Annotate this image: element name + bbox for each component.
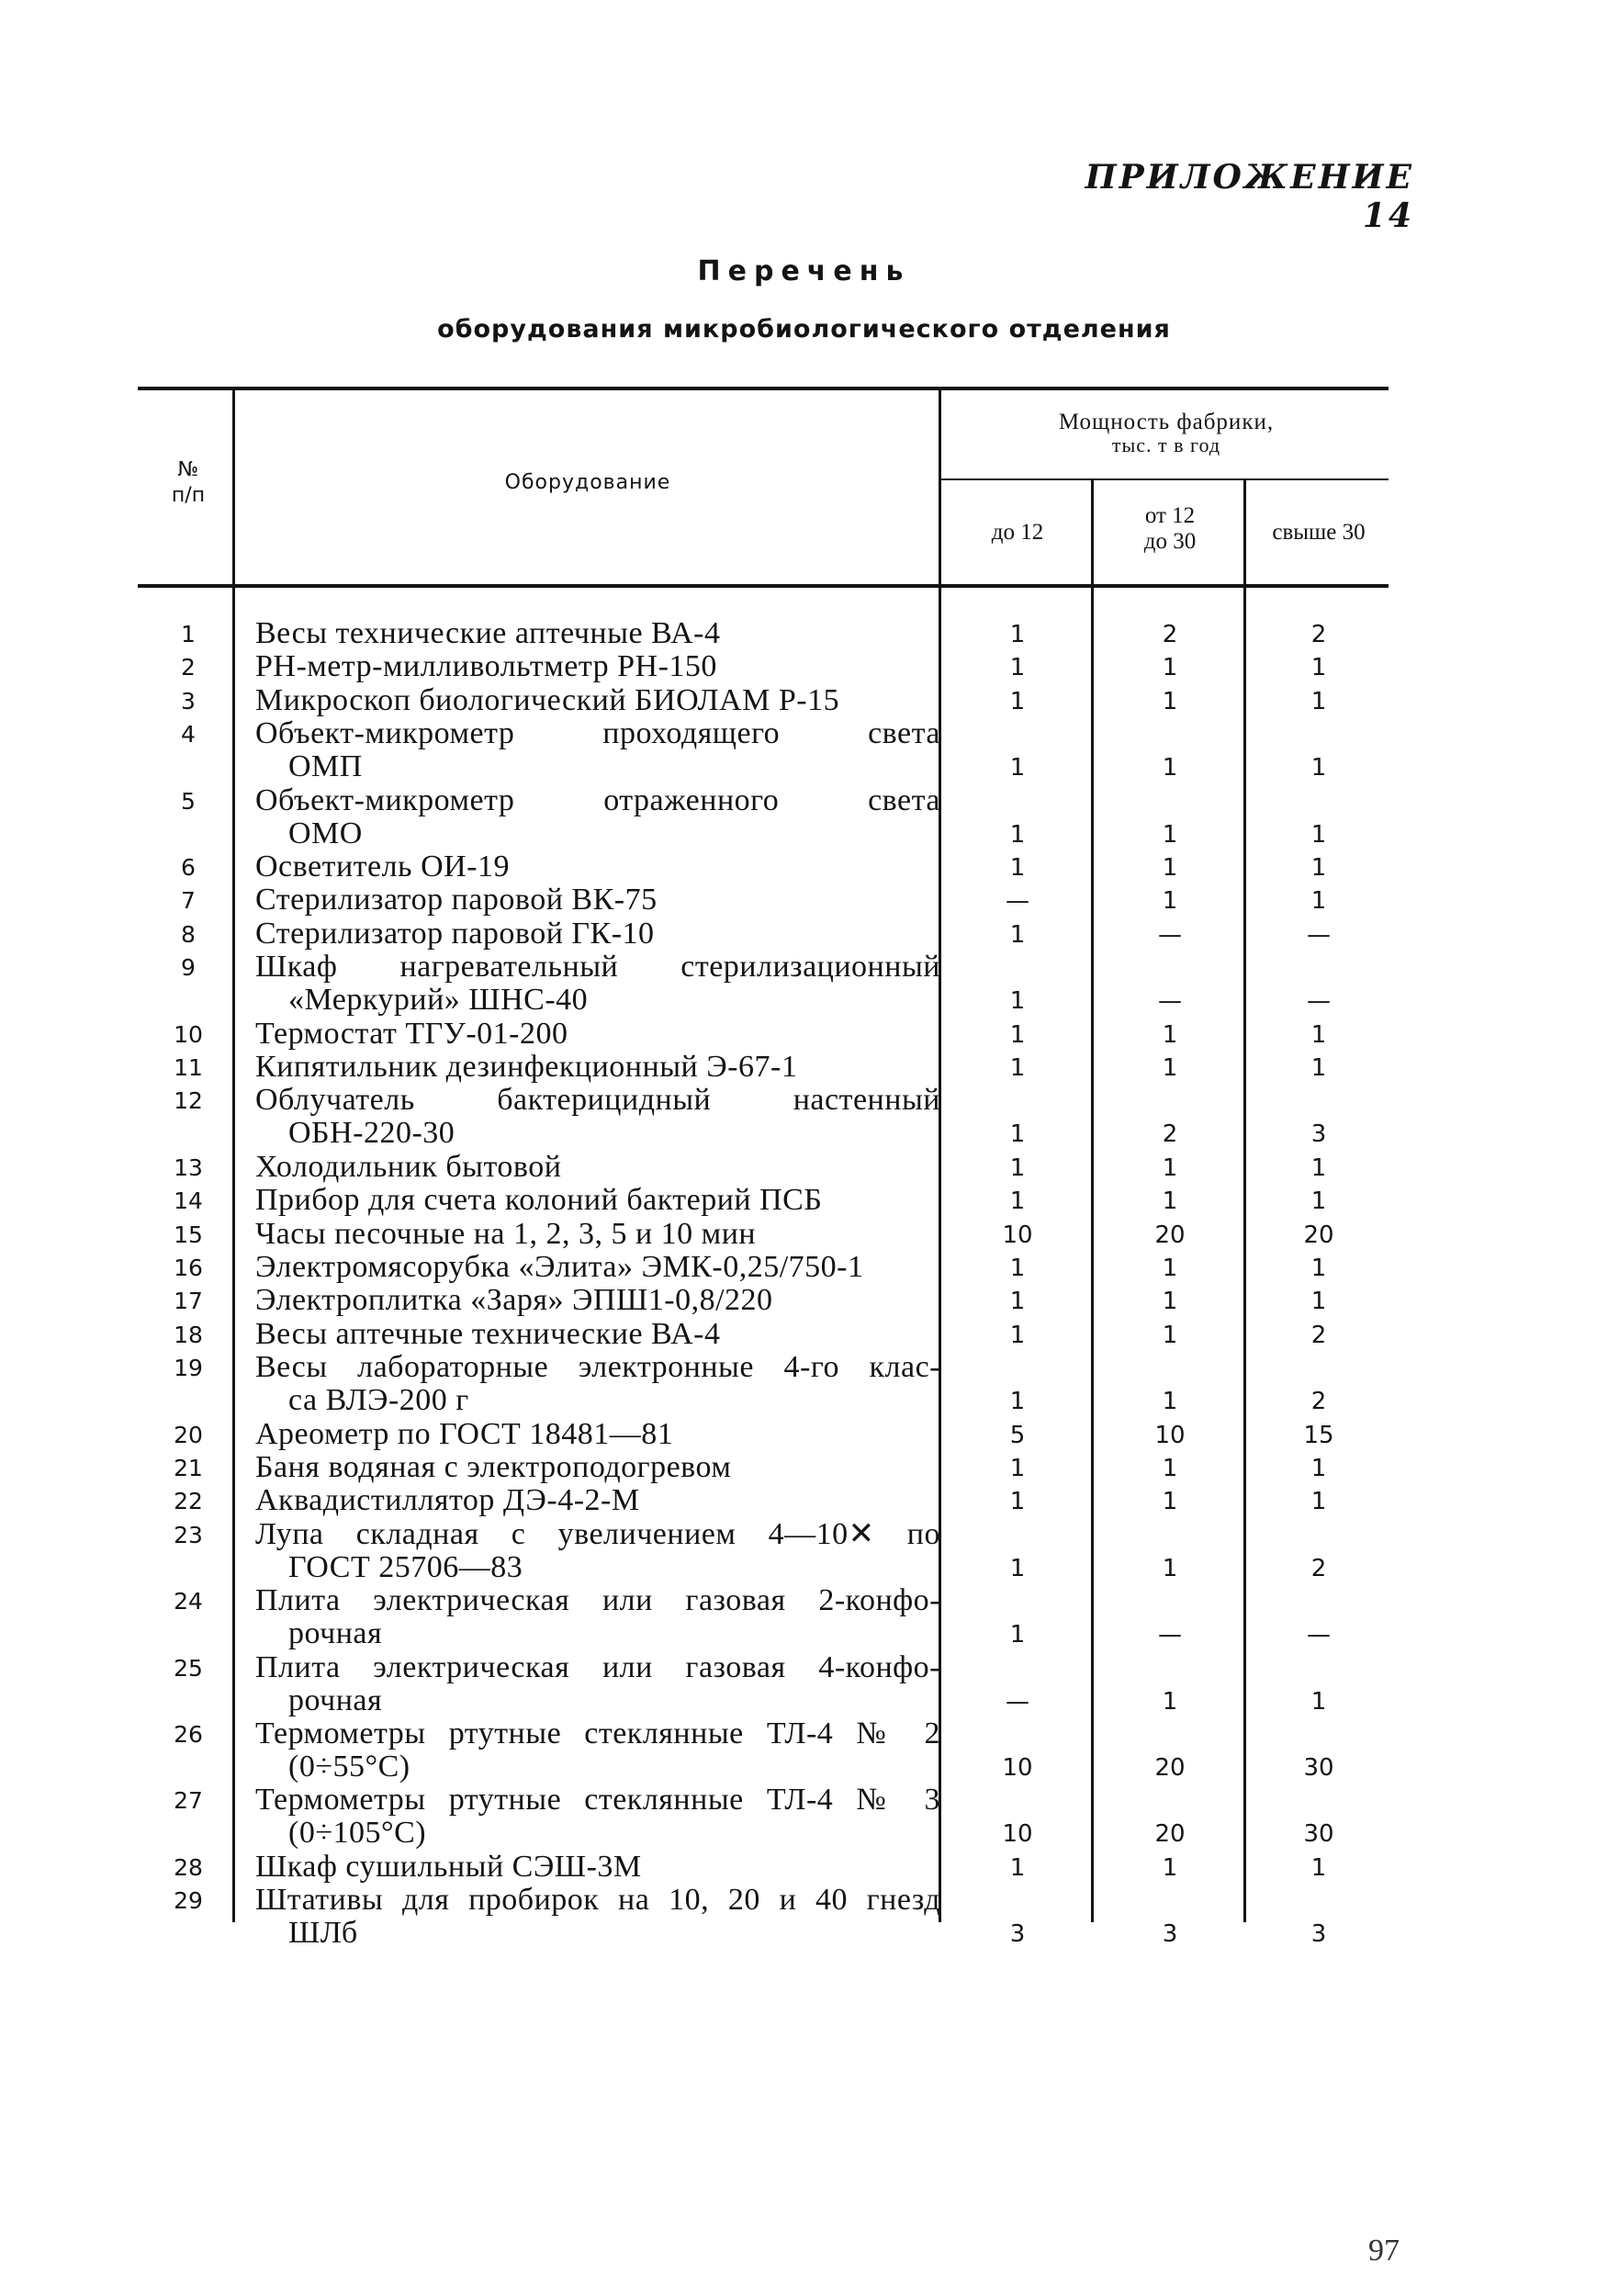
value-over-30: 1 [1310, 1288, 1327, 1316]
row-number: 18 [174, 1321, 203, 1348]
value-12-to-30: 1 [1162, 820, 1178, 849]
value-12-to-30: 1 [1162, 1554, 1178, 1582]
column-divider-num [232, 388, 235, 1922]
equipment-name-line: Облучатель бактерицидный настенный [255, 1083, 940, 1118]
value-up-to-12: 1 [1009, 1120, 1026, 1149]
value-12-to-30: 1 [1162, 1187, 1178, 1216]
header-12-to-30-line2: до 30 [1143, 529, 1197, 554]
row-number: 3 [181, 687, 196, 715]
equipment-name [255, 1518, 940, 1584]
equipment-name [255, 1717, 940, 1784]
value-12-to-30: 20 [1154, 1754, 1186, 1782]
column-divider-12-to-30 [1243, 478, 1246, 1922]
value-over-30: 1 [1310, 1455, 1327, 1482]
equipment-name-line: Шкаф сушильный СЭШ-3М [255, 1849, 642, 1884]
table-header-rule [138, 584, 1389, 588]
value-12-to-30: 1 [1162, 654, 1178, 682]
value-12-to-30: 1 [1162, 1488, 1178, 1516]
value-up-to-12: 5 [1009, 1421, 1026, 1449]
row-number: 28 [174, 1853, 203, 1881]
row-number: 24 [174, 1588, 203, 1615]
equipment-name-line: Стерилизатор паровой ГК-10 [255, 916, 655, 951]
equipment-name-line: Плита электрическая или газовая 2-конфо- [255, 1583, 940, 1618]
value-up-to-12: 10 [1002, 1820, 1033, 1849]
value-12-to-30: 1 [1162, 887, 1178, 916]
table-top-rule [138, 387, 1389, 390]
row-number: 19 [174, 1355, 203, 1382]
row-number: 6 [181, 854, 196, 881]
value-over-30: 2 [1310, 1388, 1327, 1416]
equipment-name [255, 1218, 940, 1251]
value-over-30: — [1307, 1621, 1331, 1649]
equipment-name-line: Штативы для пробирок на 10, 20 и 40 гнезд [255, 1883, 940, 1918]
row-number: 10 [174, 1020, 203, 1048]
value-over-30: 3 [1310, 1920, 1327, 1949]
equipment-name-line: Электромясорубка «Элита» ЭМК-0,25/750-1 [255, 1250, 864, 1284]
value-up-to-12: 1 [1009, 1255, 1026, 1282]
value-12-to-30: 1 [1162, 1255, 1178, 1282]
equipment-name [255, 1318, 940, 1351]
value-up-to-12: 1 [1009, 1288, 1026, 1316]
equipment-name [255, 617, 940, 650]
value-12-to-30: — [1158, 1621, 1182, 1649]
equipment-name-line: Кипятильник дезинфекционный Э-67-1 [255, 1050, 798, 1084]
header-12-to-30-line1: от 12 [1144, 503, 1196, 528]
equipment-name [255, 1584, 940, 1650]
equipment-name-line: ГОСТ 25706—83 [288, 1549, 523, 1584]
value-over-30: 1 [1310, 1488, 1327, 1516]
value-over-30: — [1307, 920, 1331, 949]
value-up-to-12: 1 [1009, 1187, 1026, 1216]
row-number: 27 [174, 1787, 203, 1815]
value-over-30: 3 [1310, 1120, 1327, 1149]
equipment-name [255, 1351, 940, 1417]
value-12-to-30: 1 [1162, 1388, 1178, 1416]
value-over-30: 2 [1310, 1321, 1327, 1349]
value-12-to-30: 1 [1162, 1687, 1178, 1716]
equipment-name-line: Электроплитка «Заря» ЭПШ1-0,8/220 [255, 1283, 773, 1318]
value-12-to-30: 10 [1154, 1421, 1186, 1449]
value-over-30: 1 [1310, 1255, 1327, 1282]
row-number: 1 [181, 621, 196, 647]
row-number: 15 [174, 1221, 203, 1248]
value-up-to-12: 1 [1009, 621, 1026, 648]
row-number: 8 [181, 920, 196, 948]
value-12-to-30: 3 [1162, 1920, 1178, 1949]
value-up-to-12: 1 [1009, 920, 1026, 949]
equipment-name-line: Термостат ТГУ-01-200 [255, 1016, 568, 1051]
value-up-to-12: 1 [1009, 687, 1026, 715]
value-up-to-12: 1 [1009, 1020, 1026, 1049]
equipment-name-line: Осветитель ОИ-19 [255, 850, 510, 884]
value-over-30: 1 [1310, 754, 1327, 782]
value-12-to-30: 20 [1154, 1221, 1186, 1249]
row-number: 23 [174, 1521, 203, 1548]
value-over-30: — [1307, 987, 1331, 1016]
row-number: 9 [181, 954, 196, 982]
row-number: 22 [174, 1488, 203, 1515]
header-12-to-30 [1096, 503, 1243, 555]
value-12-to-30: 1 [1162, 1853, 1178, 1882]
header-up-to-12: до 12 [991, 520, 1044, 545]
value-up-to-12: 10 [1002, 1221, 1033, 1249]
equipment-name [255, 917, 940, 951]
value-over-30: 1 [1310, 1054, 1327, 1082]
equipment-name [255, 1784, 940, 1850]
equipment-name-line: РН-метр-милливольтметр РН-150 [255, 649, 717, 684]
header-num [156, 457, 220, 509]
equipment-name [255, 1451, 940, 1484]
value-12-to-30: 1 [1162, 687, 1178, 715]
row-number: 25 [174, 1654, 203, 1682]
header-num-pp: п/п [171, 484, 206, 507]
equipment-name [255, 1151, 940, 1184]
equipment-name [255, 1018, 940, 1051]
equipment-name-line: Баня водяная с электроподогревом [255, 1450, 732, 1484]
equipment-name-line: Лупа складная с увеличением 4—10✕ по [255, 1516, 940, 1551]
equipment-name [255, 1884, 940, 1950]
equipment-name-line: Прибор для счета колоний бактерий ПСБ [255, 1183, 823, 1218]
value-12-to-30: — [1158, 920, 1182, 949]
value-over-30: 30 [1303, 1754, 1334, 1782]
page-subtitle: оборудования микробиологического отделения [437, 315, 1171, 343]
equipment-name [255, 1484, 940, 1517]
equipment-name [255, 1051, 940, 1084]
equipment-name-line: (0÷105°С) [288, 1816, 427, 1851]
row-number: 7 [181, 887, 196, 915]
page-title: Перечень [697, 255, 911, 287]
row-number: 16 [174, 1255, 203, 1281]
value-over-30: 15 [1303, 1421, 1334, 1449]
equipment-name [255, 1418, 940, 1451]
page-number: 97 [1368, 2234, 1400, 2268]
equipment-name-line: рочная [288, 1616, 383, 1651]
equipment-name [255, 684, 940, 717]
equipment-name-line: рочная [288, 1683, 383, 1717]
header-power [944, 410, 1389, 456]
value-over-30: 20 [1303, 1221, 1334, 1249]
header-over-30: свыше 30 [1272, 520, 1366, 545]
row-number: 4 [181, 721, 196, 748]
value-12-to-30: 2 [1162, 1120, 1178, 1149]
equipment-name-line: Стерилизатор паровой ВК-75 [255, 883, 658, 917]
value-up-to-12: — [1006, 887, 1029, 916]
equipment-name-line: Термометры ртутные стеклянные ТЛ-4 № 3 [255, 1783, 940, 1818]
value-up-to-12: 1 [1009, 854, 1026, 882]
value-up-to-12: 1 [1009, 1554, 1026, 1582]
equipment-name [255, 951, 940, 1017]
value-up-to-12: 1 [1009, 1455, 1026, 1482]
equipment-name-line: ШЛб [288, 1916, 358, 1951]
value-up-to-12: 1 [1009, 1388, 1026, 1416]
equipment-name-line: Ареометр по ГОСТ 18481—81 [255, 1416, 674, 1451]
equipment-name-line: Объект-микрометр отраженного света [255, 782, 940, 817]
value-12-to-30: 1 [1162, 854, 1178, 882]
row-number: 14 [174, 1187, 203, 1215]
equipment-name [255, 1251, 940, 1284]
equipment-name-line: ОМП [288, 749, 363, 784]
value-up-to-12: 1 [1009, 754, 1026, 782]
value-up-to-12: 1 [1009, 1621, 1026, 1649]
row-number: 29 [174, 1887, 203, 1915]
value-over-30: 1 [1310, 1853, 1327, 1882]
value-12-to-30: 1 [1162, 1455, 1178, 1482]
value-over-30: 1 [1310, 854, 1327, 882]
equipment-name-line: ОБН-220-30 [288, 1116, 455, 1151]
value-12-to-30: 20 [1154, 1820, 1186, 1849]
value-over-30: 2 [1310, 1554, 1327, 1582]
value-up-to-12: 1 [1009, 1054, 1026, 1082]
equipment-name-line: «Меркурий» ШНС-40 [288, 983, 589, 1018]
value-12-to-30: — [1158, 987, 1182, 1016]
header-equipment: Оборудование [504, 471, 671, 494]
value-over-30: 1 [1310, 1154, 1327, 1182]
value-over-30: 1 [1310, 687, 1327, 715]
appendix-label: ПРИЛОЖЕНИЕ 14 [1085, 158, 1414, 235]
value-up-to-12: — [1006, 1687, 1029, 1716]
equipment-name [255, 717, 940, 783]
header-power-line1: Мощность фабрики, [1058, 410, 1275, 434]
value-up-to-12: 1 [1009, 1488, 1026, 1516]
equipment-name [255, 1651, 940, 1717]
equipment-name-line: Плита электрическая или газовая 4-конфо- [255, 1649, 940, 1684]
equipment-name [255, 850, 940, 884]
row-number: 13 [174, 1154, 203, 1181]
value-12-to-30: 2 [1162, 621, 1178, 648]
equipment-name-line: Часы песочные на 1, 2, 3, 5 и 10 мин [255, 1216, 757, 1251]
equipment-name [255, 1184, 940, 1217]
row-number: 11 [174, 1054, 203, 1081]
value-up-to-12: 1 [1009, 654, 1026, 682]
equipment-name [255, 784, 940, 850]
value-over-30: 30 [1303, 1820, 1334, 1849]
row-number: 20 [174, 1421, 203, 1448]
equipment-name-line: Холодильник бытовой [255, 1149, 562, 1184]
value-12-to-30: 1 [1162, 1321, 1178, 1349]
value-12-to-30: 1 [1162, 754, 1178, 782]
value-up-to-12: 1 [1009, 1154, 1026, 1182]
value-12-to-30: 1 [1162, 1154, 1178, 1182]
row-number: 26 [174, 1721, 203, 1748]
header-power-line2: тыс. т в год [1111, 433, 1221, 456]
value-up-to-12: 10 [1002, 1754, 1033, 1782]
value-12-to-30: 1 [1162, 1054, 1178, 1082]
equipment-name [255, 1851, 940, 1884]
equipment-name-line: ОМО [288, 816, 363, 850]
equipment-name-line: Термометры ртутные стеклянные ТЛ-4 № 2 [255, 1716, 940, 1750]
value-up-to-12: 1 [1009, 820, 1026, 849]
equipment-name [255, 1284, 940, 1317]
equipment-name-line: са ВЛЭ-200 г [288, 1383, 469, 1418]
row-number: 21 [174, 1455, 203, 1481]
equipment-name-line: Весы технические аптечные ВА-4 [255, 616, 721, 650]
value-over-30: 2 [1310, 621, 1327, 648]
value-up-to-12: 1 [1009, 987, 1026, 1016]
value-up-to-12: 1 [1009, 1321, 1026, 1349]
equipment-name [255, 650, 940, 683]
value-12-to-30: 1 [1162, 1288, 1178, 1316]
equipment-name [255, 1084, 940, 1150]
row-number: 5 [181, 787, 196, 815]
value-up-to-12: 3 [1009, 1920, 1026, 1949]
equipment-name-line: (0÷55°С) [288, 1750, 410, 1784]
equipment-name-line: Весы аптечные технические ВА-4 [255, 1316, 721, 1351]
value-over-30: 1 [1310, 1020, 1327, 1049]
row-number: 17 [174, 1288, 203, 1315]
header-num-sign: № [177, 458, 199, 481]
equipment-name-line: Микроскоп биологический БИОЛАМ Р-15 [255, 682, 840, 717]
row-number: 12 [174, 1087, 203, 1115]
value-over-30: 1 [1310, 887, 1327, 916]
power-subheader-rule [940, 478, 1389, 480]
column-divider-up-to-12 [1091, 478, 1094, 1922]
value-over-30: 1 [1310, 1687, 1327, 1716]
equipment-name [255, 884, 940, 917]
value-over-30: 1 [1310, 654, 1327, 682]
equipment-name-line: Весы лабораторные электронные 4-го клас- [255, 1350, 940, 1385]
value-over-30: 1 [1310, 1187, 1327, 1216]
equipment-name-line: Шкаф нагревательный стерилизационный [255, 950, 940, 985]
equipment-name-line: Аквадистиллятор ДЭ-4-2-М [255, 1483, 640, 1518]
value-over-30: 1 [1310, 820, 1327, 849]
row-number: 2 [181, 654, 196, 681]
value-12-to-30: 1 [1162, 1020, 1178, 1049]
equipment-name-line: Объект-микрометр проходящего света [255, 716, 940, 751]
value-up-to-12: 1 [1009, 1853, 1026, 1882]
